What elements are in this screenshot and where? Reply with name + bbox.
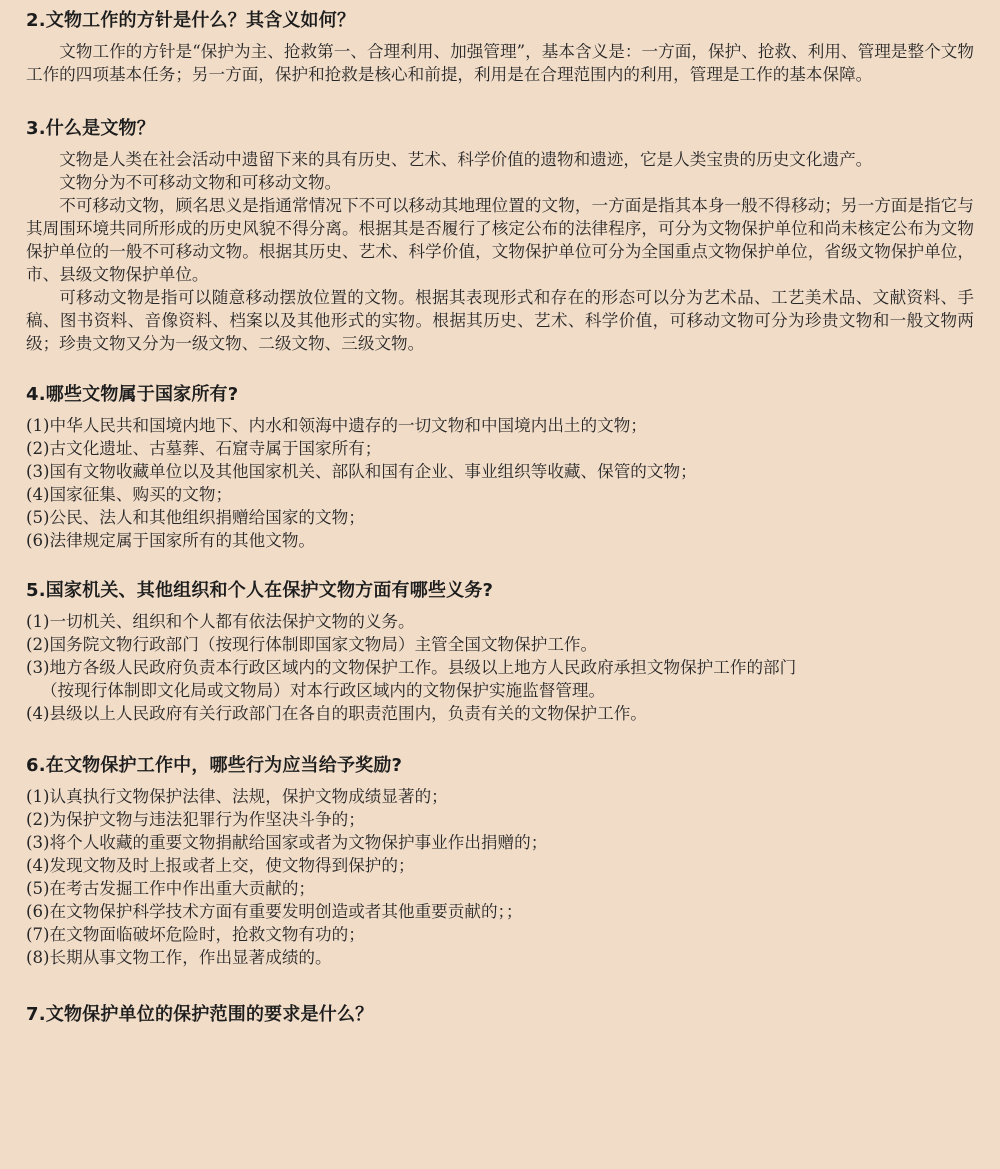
section-2-paragraph: 文物工作的方针是“保护为主、抢救第一、合理利用、加强管理”，基本含义是：一方面，保护、抢救、利用、管理是整个文物工作的四项基本任务；另一方面，保护和抢救是核心和前提，利用是在合理范围内的利用，管理是工作的基本保障。: [26, 42, 974, 84]
section-7-heading: 7.文物保护单位的保护范围的要求是什么？: [26, 1004, 374, 1025]
list-item: (1)一切机关、组织和个人都有依法保护文物的义务。: [26, 612, 415, 631]
list-item: (4)国家征集、购买的文物；: [26, 485, 233, 504]
section-7: [26, 1002, 974, 1028]
section-5-heading: 5.国家机关、其他组织和个人在保护文物方面有哪些义务?: [26, 580, 494, 601]
section-2-heading: 2.文物工作的方针是什么？其含义如何？: [26, 10, 356, 31]
list-item: (4)发现文物及时上报或者上交，使文物得到保护的；: [26, 856, 415, 875]
section-3: [26, 116, 974, 355]
section-3-paragraph: 文物是人类在社会活动中遗留下来的具有历史、艺术、科学价值的遗物和遗迹，它是人类宝贵的历史文化遗产。: [59, 150, 873, 169]
list-item: (2)为保护文物与违法犯罪行为作坚决斗争的；: [26, 810, 365, 829]
section-3-paragraph: 文物分为不可移动文物和可移动文物。: [59, 173, 342, 192]
list-item: (6)在文物保护科学技术方面有重要发明创造或者其他重要贡献的；；: [26, 902, 523, 921]
section-6-heading: 6.在文物保护工作中，哪些行为应当给予奖励?: [26, 755, 403, 776]
list-item: (6)法律规定属于国家所有的其他文物。: [26, 531, 316, 550]
section-6-list: [26, 785, 974, 969]
section-2: [26, 8, 974, 86]
list-item-continuation: （按现行体制即文化局或文物局）对本行政区域内的文物保护实施监督管理。: [40, 681, 606, 700]
list-item: (2)古文化遗址、古墓葬、石窟寺属于国家所有；: [26, 439, 382, 458]
list-item: (1)中华人民共和国境内地下、内水和领海中遗存的一切文物和中国境内出土的文物；: [26, 416, 647, 435]
list-item: (4)县级以上人民政府有关行政部门在各自的职责范围内，负责有关的文物保护工作。: [26, 704, 647, 723]
section-6: [26, 753, 974, 969]
section-3-paragraph: 不可移动文物，顾名思义是指通常情况下不可以移动其地理位置的文物，一方面是指其本身一般不得移动；另一方面是指它与其周围环境共同所形成的历史风貌不得分离。根据其是否履行了核定公布的法律程序，可分为文物保护单位和尚未核定公布为文物保护单位的一般不可移动文物。根据其历史、艺术、科学价值，文物保护单位可分为全国重点文物保护单位，省级文物保护单位，市、县级文物保护单位。: [26, 196, 974, 284]
section-5: [26, 578, 974, 725]
section-4-list: [26, 414, 974, 552]
section-3-body: [26, 148, 974, 355]
section-4-heading: 4.哪些文物属于国家所有?: [26, 384, 239, 405]
list-item: (3)地方各级人民政府负责本行政区域内的文物保护工作。县级以上地方人民政府承担文物保护工作的部门: [26, 658, 797, 677]
section-3-paragraph: 可移动文物是指可以随意移动摆放位置的文物。根据其表现形式和存在的形态可以分为艺术品、工艺美术品、文献资料、手稿、图书资料、音像资料、档案以及其他形式的实物。根据其历史、艺术、科学价值，可移动文物可分为珍贵文物和一般文物两级；珍贵文物又分为一级文物、二级文物、三级文物。: [26, 288, 974, 353]
list-item: (8)长期从事文物工作，作出显著成绩的。: [26, 948, 332, 967]
list-item: (3)将个人收藏的重要文物捐献给国家或者为文物保护事业作出捐赠的；: [26, 833, 548, 852]
section-4: [26, 382, 974, 552]
list-item: (5)在考古发掘工作中作出重大贡献的；: [26, 879, 316, 898]
section-3-heading: 3.什么是文物？: [26, 118, 155, 139]
list-item: (1)认真执行文物保护法律、法规，保护文物成绩显著的；: [26, 787, 448, 806]
list-item: (2)国务院文物行政部门（按现行体制即国家文物局）主管全国文物保护工作。: [26, 635, 598, 654]
list-item: (7)在文物面临破坏危险时，抢救文物有功的；: [26, 925, 365, 944]
section-2-body: [26, 40, 974, 86]
list-item: (3)国有文物收藏单位以及其他国家机关、部队和国有企业、事业组织等收藏、保管的文物；: [26, 462, 697, 481]
list-item: (5)公民、法人和其他组织捐赠给国家的文物；: [26, 508, 365, 527]
section-5-list: [26, 610, 974, 725]
